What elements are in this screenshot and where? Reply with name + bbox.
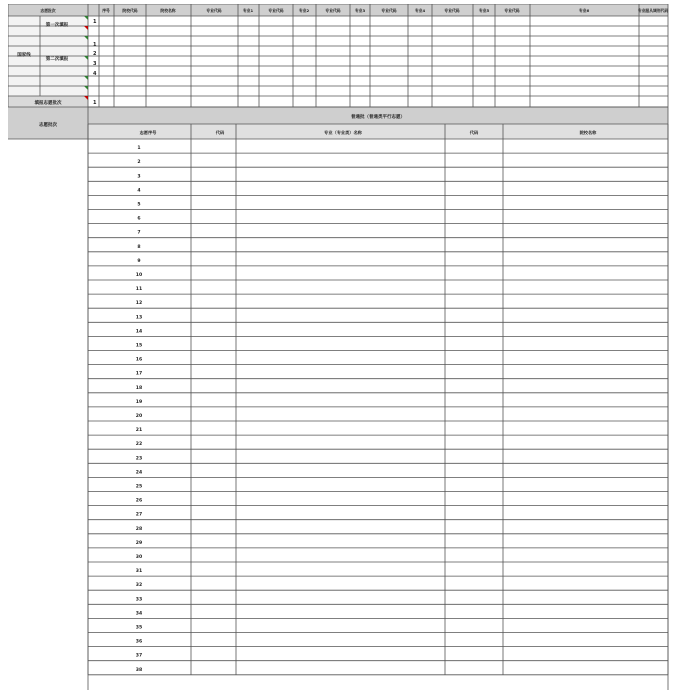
tier1-label: 第一次填报: [45, 23, 69, 28]
row-number-19: 19: [135, 399, 143, 405]
row-number-37: 37: [135, 653, 143, 659]
row-number-36: 36: [135, 639, 143, 645]
row-number-7: 7: [137, 230, 141, 236]
row-number-31: 31: [135, 569, 143, 575]
row-number-18: 18: [135, 385, 143, 391]
section-title: 普通批（普通类平行志愿）: [351, 115, 405, 120]
row-number-13: 13: [135, 315, 143, 321]
row-number-3: 3: [137, 174, 141, 180]
top-header-12: 专业代码: [444, 8, 460, 13]
row-number-38: 38: [135, 667, 143, 673]
row-number-20: 20: [135, 414, 143, 419]
top-header-14: 专业代码: [504, 8, 520, 13]
row-number-15: 15: [135, 343, 143, 349]
section-col-header-0: 志愿序号: [139, 130, 157, 135]
row-number-29: 29: [135, 540, 143, 546]
top-header-9: 专业3: [354, 8, 366, 13]
section-left-label: 志愿批次: [39, 123, 57, 128]
group-label: 国家线: [17, 53, 31, 58]
row-number-4: 4: [137, 188, 141, 194]
section-col-header-4: 院校名称: [579, 130, 597, 135]
top-row-numbers: [93, 19, 97, 106]
section-col-header-1: 代码: [215, 130, 225, 135]
row-number-33: 33: [135, 597, 143, 603]
row-number-1: 1: [137, 146, 141, 152]
row-number-12: 12: [135, 301, 143, 307]
row-number-23: 23: [135, 456, 143, 462]
row-number-35: 35: [135, 625, 143, 631]
top-header-6: 专业代码: [268, 8, 284, 13]
row-number-6: 6: [137, 216, 141, 222]
top-header-2: 院校代码: [122, 8, 138, 13]
top-header-0: 志愿批次: [40, 8, 56, 13]
row-number-22: 22: [135, 442, 143, 448]
top-row-number-4: 4: [93, 71, 97, 77]
section-col-header-3: 代码: [469, 130, 479, 135]
single-row-label: 填报志愿批次: [34, 101, 62, 106]
row-number-26: 26: [135, 498, 143, 504]
row-number-16: 16: [135, 357, 143, 363]
row-number-28: 28: [135, 526, 143, 532]
row-number-2: 2: [137, 160, 141, 166]
top-header-11: 专业4: [414, 8, 426, 13]
row-number-30: 30: [135, 555, 143, 560]
row-number-32: 32: [135, 583, 143, 589]
spreadsheet-form: [8, 4, 678, 690]
row-number-27: 27: [135, 512, 143, 518]
row-number-34: 34: [135, 611, 143, 617]
row-number-21: 21: [135, 428, 143, 434]
top-header-7: 专业2: [298, 8, 310, 13]
top-header-5: 专业1: [242, 8, 254, 13]
bottom-row-numbers: [136, 145, 142, 673]
top-header-13: 专业5: [478, 8, 490, 13]
row-number-11: 11: [135, 287, 143, 293]
top-header-16: 专业服从调剂代码: [637, 8, 669, 13]
row-number-8: 8: [137, 244, 141, 250]
row-number-25: 25: [135, 484, 143, 490]
row-number-5: 5: [137, 202, 141, 208]
top-row-number-2: 2: [93, 51, 97, 57]
row-number-17: 17: [135, 371, 143, 377]
row-number-9: 9: [137, 258, 141, 264]
top-header-15: 专业6: [578, 8, 590, 13]
top-header-4: 专业代码: [206, 8, 222, 13]
row-number-10: 10: [135, 273, 143, 278]
top-header-10: 专业代码: [381, 8, 397, 13]
section-col-header-2: 专业（专业类）名称: [324, 130, 362, 135]
bottom-grid: [8, 107, 668, 690]
top-row-number-0: 1: [93, 19, 97, 25]
top-header-8: 专业代码: [325, 8, 341, 13]
top-header-3: 院校名称: [160, 8, 176, 13]
row-number-24: 24: [135, 470, 143, 476]
top-row-number-1: 1: [93, 42, 97, 48]
row-number-14: 14: [135, 329, 143, 335]
tier2-label: 第二次填报: [45, 57, 69, 62]
top-row-number-3: 3: [93, 61, 97, 67]
top-row-number-5: 1: [93, 100, 97, 106]
top-grid: [8, 4, 668, 107]
top-header-1: 序号: [102, 8, 110, 13]
